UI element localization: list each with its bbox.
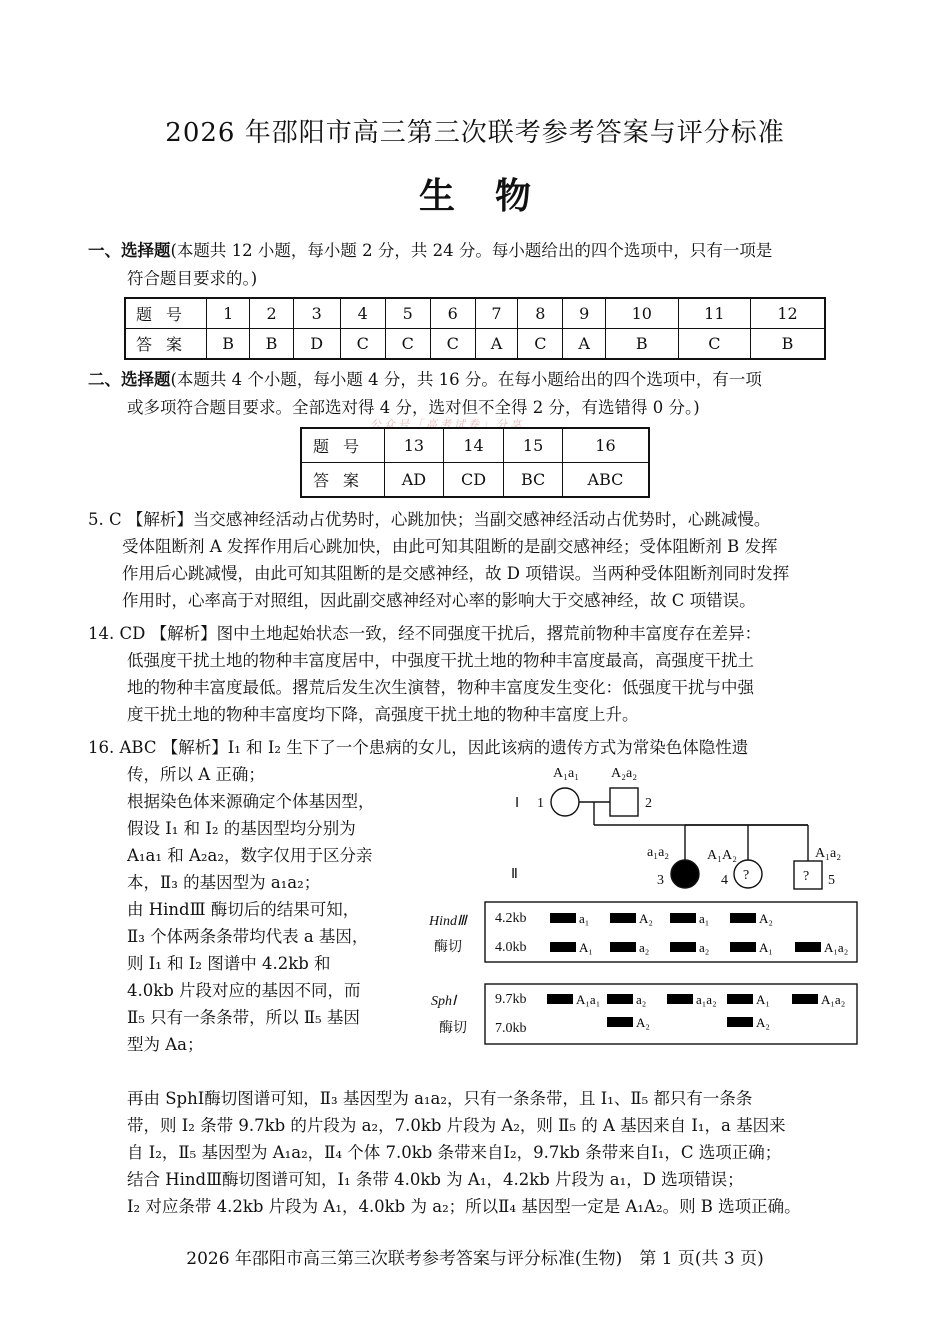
q5-line-3: 作用后心跳减慢，由此可知其阻断的是交感神经，故 D 项错误。当两种受体阻断剂同时发挥: [122, 564, 790, 583]
q14-line-3: 地的物种丰富度最低。撂荒后发生次生演替，物种丰富度发生变化：低强度干扰与中强: [127, 678, 754, 697]
answer-cell: B: [751, 329, 825, 360]
ind4-unknown: ?: [743, 868, 750, 883]
q5-line-1: 5. C 【解析】当交感神经活动占优势时，心跳加快；当副交感神经活动占优势时，心跳减慢。: [88, 510, 771, 529]
q5-line-4: 作用时，心率高于对照组，因此副交感神经对心率的影响大于交感神经，故 C 项错误。: [122, 591, 756, 610]
hind-band: [730, 913, 756, 923]
q16-left-line: 由 HindⅢ 酶切后的结果可知，: [127, 900, 360, 919]
row-label: 答案: [301, 463, 385, 498]
gen1-label: Ⅰ: [515, 796, 520, 811]
answer-cell: C: [385, 329, 430, 360]
q14-line-1: 14. CD 【解析】图中土地起始状态一致，经不同强度干扰后，撂荒前物种丰富度存在差异：: [88, 624, 762, 643]
answer-cell: CD: [443, 463, 503, 498]
sph-band-label: a₁a₂: [696, 992, 717, 1007]
individual-1-female: [551, 788, 579, 816]
question-number-cell: 6: [430, 298, 475, 329]
section2-desc-line1: (本题共 4 个小题，每小题 4 分，共 16 分。在每小题给出的四个选项中，有一项: [170, 370, 762, 389]
question-number-cell: 7: [475, 298, 518, 329]
sph-row2-size: 7.0kb: [495, 1021, 527, 1036]
answer-table-2: [300, 427, 650, 498]
page-footer: 2026 年邵阳市高三第三次联考参考答案与评分标准(生物) 第 1 页(共 3 页): [186, 1249, 764, 1269]
sph-band-label: a₂: [636, 992, 647, 1007]
sph-band: [667, 994, 693, 1004]
question-number-cell: 12: [751, 298, 825, 329]
q5-line-2: 受体阻断剂 A 发挥作用后心跳加快，由此可知其阻断的是副交感神经；受体阻断剂 B 发挥: [122, 537, 778, 556]
q16-left-line: 4.0kb 片段对应的基因不同，而: [127, 981, 361, 1000]
question-number-cell: 13: [385, 428, 444, 463]
q16-bottom-line: 再由 SphⅠ酶切图谱可知，Ⅱ₃ 基因型为 a₁a₂，只有一条条带，且 Ⅰ₁、Ⅱ₅ 都只有一条条: [127, 1089, 753, 1108]
hind-band: [670, 913, 696, 923]
sph-row1-size: 9.7kb: [495, 992, 527, 1007]
answer-cell: B: [606, 329, 679, 360]
hind-band-label: A₁a₂: [824, 940, 849, 955]
ind5-geno: A₁a₂: [815, 846, 842, 861]
q16-bottom-line: 结合 HindⅢ酶切图谱可知，Ⅰ₁ 条带 4.0kb 为 A₁，4.2kb 片段为 a₁，D 选项错误；: [127, 1170, 744, 1189]
table-row-answers: [125, 329, 825, 360]
hind-row1-size: 4.2kb: [495, 911, 527, 926]
q14-line-4: 度干扰土地的物种丰富度均下降，高强度干扰土地的物种丰富度上升。: [127, 705, 639, 724]
individual-2-male: [610, 788, 638, 816]
q16-left-line: 假设 Ⅰ₁ 和 Ⅰ₂ 的基因型均分别为: [127, 819, 356, 838]
answer-cell: C: [678, 329, 751, 360]
q16-left-line: 本，Ⅱ₃ 的基因型为 a₁a₂；: [127, 873, 321, 892]
question-number-cell: 9: [563, 298, 606, 329]
answer-cell: AD: [385, 463, 444, 498]
table-row-answers: [301, 463, 649, 498]
hind-row2-size: 4.0kb: [495, 940, 527, 955]
hind-label: HindⅢ: [429, 914, 467, 929]
hind-band: [730, 942, 756, 952]
ind5-num: 5: [828, 873, 835, 888]
hind-band: [670, 942, 696, 952]
answer-cell: ABC: [562, 463, 649, 498]
hind-band-label: A₂: [759, 911, 773, 926]
hind-band: [795, 942, 821, 952]
question-number-cell: 11: [678, 298, 751, 329]
question-number-cell: 8: [518, 298, 563, 329]
section2-desc-line2: 或多项符合题目要求。全部选对得 4 分，选对但不全得 2 分，有选错得 0 分。): [127, 398, 700, 417]
ind4-geno: A₁A₂: [707, 848, 737, 863]
sph-band-label: A₁a₁: [576, 992, 601, 1007]
ind3-geno: a₁a₂: [647, 845, 670, 860]
q16-line-2: 传，所以 A 正确；: [127, 765, 265, 784]
sph-band: [547, 994, 573, 1004]
answer-cell: A: [475, 329, 518, 360]
sph-gel-box: [485, 984, 857, 1044]
hind-band-label: A₂: [639, 911, 653, 926]
sph-band: [607, 994, 633, 1004]
sph-label: SphⅠ: [431, 994, 457, 1009]
answer-cell: C: [518, 329, 563, 360]
ind1-geno: A₁a₁: [553, 766, 580, 781]
section1-desc-line1: (本题共 12 小题，每小题 2 分，共 24 分。每小题给出的四个选项中，只有一项是: [170, 241, 773, 260]
answer-cell: BC: [504, 463, 563, 498]
question-number-cell: 10: [606, 298, 679, 329]
table-row-numbers: [125, 298, 825, 329]
question-number-cell: 3: [293, 298, 340, 329]
sph-band-label: A₂: [636, 1015, 650, 1030]
q14-line-2: 低强度干扰土地的物种丰富度居中，中强度干扰土地的物种丰富度最高，高强度干扰土: [127, 651, 754, 670]
sph-band-label: A₂: [756, 1015, 770, 1030]
answer-table-1: [124, 297, 826, 360]
ind4-num: 4: [721, 873, 728, 888]
question-number-cell: 15: [504, 428, 563, 463]
ind1-num: 1: [537, 796, 544, 811]
gen2-label: Ⅱ: [511, 867, 518, 882]
individual-3-affected-female: [671, 860, 699, 888]
hind-band-label: a₂: [639, 940, 650, 955]
answer-cell: B: [207, 329, 250, 360]
q16-bottom-line: 自 Ⅰ₂，Ⅱ₅ 基因型为 A₁a₂，Ⅱ₄ 个体 7.0kb 条带来自Ⅰ₂，9.7kb 条带来自Ⅰ₁，C 选项正确；: [127, 1143, 782, 1162]
sph-sub: 酶切: [439, 1021, 467, 1036]
hind-sub: 酶切: [434, 940, 462, 955]
q16-left-line: A₁a₁ 和 A₂a₂，数字仅用于区分亲: [127, 846, 373, 865]
section1-desc: [88, 237, 878, 264]
q16-left-line: 根据染色体来源确定个体基因型，: [127, 792, 375, 811]
section2-desc: [88, 366, 878, 393]
sph-band: [727, 994, 753, 1004]
hind-band-label: A₁: [579, 940, 593, 955]
question-number-cell: 4: [340, 298, 385, 329]
watermark: 公众号「高考试卷」分享: [370, 418, 524, 431]
question-number-cell: 14: [443, 428, 503, 463]
section1-heading: 一、选择题: [88, 241, 171, 260]
q16-left-line: 型为 Aa；: [127, 1035, 204, 1054]
q16-bottom-line: 带，则 Ⅰ₂ 条带 9.7kb 的片段为 a₂，7.0kb 片段为 A₂，则 Ⅱ₅ 的 A 基因来自 Ⅰ₁，a 基因来: [127, 1116, 786, 1135]
row-label: 题号: [125, 298, 207, 329]
answer-cell: C: [340, 329, 385, 360]
row-label: 题号: [301, 428, 385, 463]
answer-cell: B: [250, 329, 293, 360]
hind-band: [610, 913, 636, 923]
hind-band: [610, 942, 636, 952]
section1-desc-line2: 符合题目要求的。): [127, 269, 258, 288]
q16-left-line: Ⅱ₃ 个体两条条带均代表 a 基因，: [127, 927, 369, 946]
question-number-cell: 1: [207, 298, 250, 329]
page-title: 2026 年邵阳市高三第三次联考参考答案与评分标准: [165, 118, 785, 148]
sph-band: [607, 1017, 633, 1027]
row-label: 答案: [125, 329, 207, 360]
answer-cell: C: [430, 329, 475, 360]
sph-band: [792, 994, 818, 1004]
q16-left-line: Ⅱ₅ 只有一条条带，所以 Ⅱ₅ 基因: [127, 1008, 360, 1027]
pedigree-gel-figure: [425, 760, 870, 1060]
q16-left-line: 则 Ⅰ₁ 和 Ⅰ₂ 图谱中 4.2kb 和: [127, 954, 331, 973]
hind-band-label: a₁: [699, 911, 710, 926]
ind5-unknown: ?: [803, 869, 810, 884]
sph-band: [727, 1017, 753, 1027]
subject-title: 生物: [418, 175, 571, 217]
ind2-num: 2: [645, 796, 652, 811]
hind-band-label: a₂: [699, 940, 710, 955]
q16-line-1: 16. ABC 【解析】Ⅰ₁ 和 Ⅰ₂ 生下了一个患病的女儿，因此该病的遗传方式为常染色体隐性遗: [88, 738, 749, 757]
section2-heading: 二、选择题: [88, 370, 171, 389]
question-number-cell: 5: [385, 298, 430, 329]
hind-band-label: a₁: [579, 911, 590, 926]
question-number-cell: 2: [250, 298, 293, 329]
question-number-cell: 16: [562, 428, 649, 463]
answer-cell: D: [293, 329, 340, 360]
hind-band: [550, 942, 576, 952]
q16-bottom-line: Ⅰ₂ 对应条带 4.2kb 片段为 A₁，4.0kb 为 a₂；所以Ⅱ₄ 基因型一定是 A₁A₂。则 B 选项正确。: [127, 1197, 801, 1216]
sph-band-label: A₁: [756, 992, 770, 1007]
table-row-numbers: [301, 428, 649, 463]
hind-band-label: A₁: [759, 940, 773, 955]
q16-left-text: [127, 788, 412, 1058]
answer-cell: A: [563, 329, 606, 360]
sph-band-label: A₁a₂: [821, 992, 846, 1007]
hind-band: [550, 913, 576, 923]
ind2-geno: A₂a₂: [611, 766, 638, 781]
hind-gel-box: [485, 902, 857, 962]
ind3-num: 3: [657, 873, 664, 888]
